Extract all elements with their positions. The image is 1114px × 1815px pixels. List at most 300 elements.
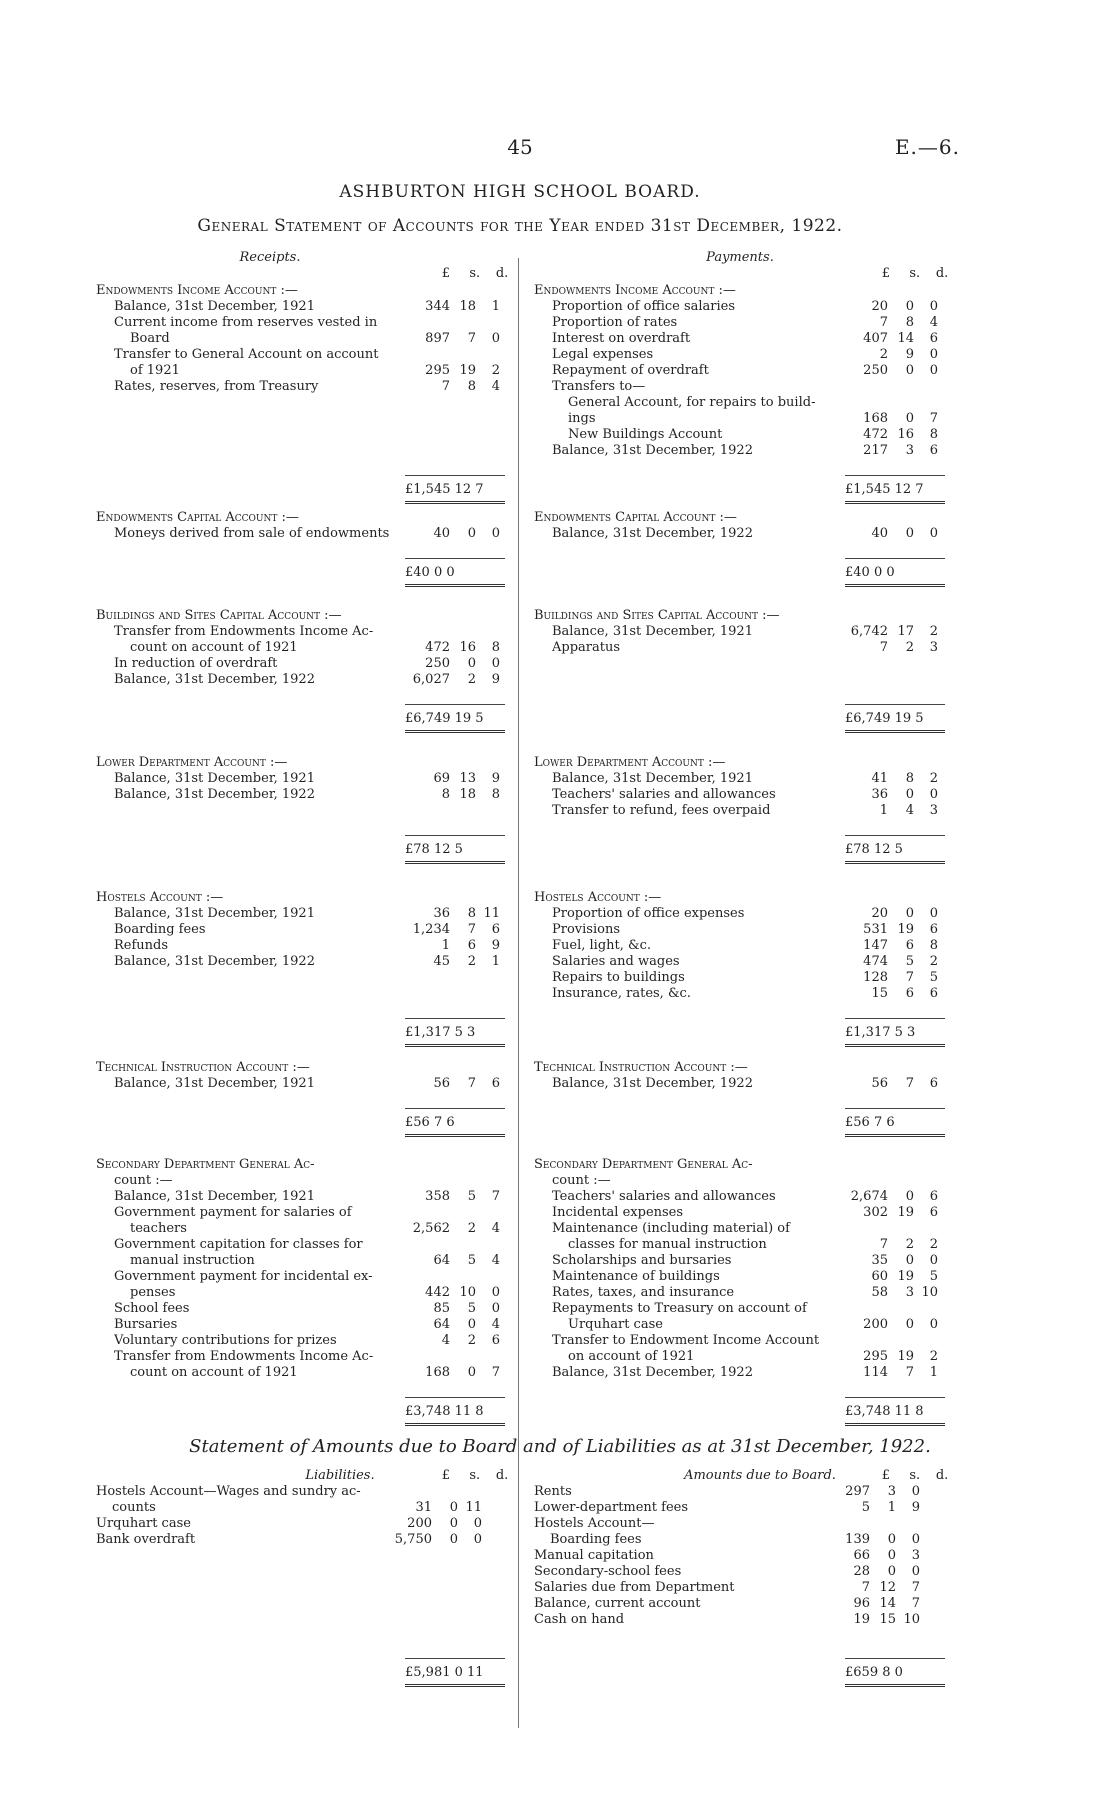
total-amount: £3,748 11 8 xyxy=(405,1404,484,1419)
receipts-heading xyxy=(130,250,410,266)
amount-shillings: 0 xyxy=(887,1532,896,1547)
row-label: Fuel, light, &c. xyxy=(552,938,651,953)
amount-pounds: 5 xyxy=(861,1500,870,1515)
total-double-rule xyxy=(405,1134,505,1137)
amount-pounds: 64 xyxy=(433,1253,450,1268)
ledger-row xyxy=(96,1173,516,1189)
row-amount xyxy=(396,1285,506,1301)
row-label: Manual capitation xyxy=(534,1548,654,1563)
ledger-row xyxy=(534,970,954,986)
ledger-row xyxy=(78,1516,498,1532)
row-label: Scholarships and bursaries xyxy=(552,1253,732,1268)
row-label: on account of 1921 xyxy=(568,1349,695,1364)
amount-pence: 6 xyxy=(929,443,938,458)
amount-pence: 8 xyxy=(491,640,500,655)
amount-shillings: 12 xyxy=(879,1580,896,1595)
amount-pounds: 2,562 xyxy=(412,1221,450,1236)
amount-pounds: 7 xyxy=(879,1237,888,1252)
row-amount xyxy=(834,922,944,938)
amount-pounds: 139 xyxy=(845,1532,870,1547)
total-double-rule xyxy=(845,501,945,504)
amount-pounds: 8 xyxy=(441,787,450,802)
amount-pence: 8 xyxy=(929,427,938,442)
amount-shillings: 0 xyxy=(449,1500,458,1515)
amount-shillings: 6 xyxy=(467,938,476,953)
statement-title: General Statement of Accounts for the Year ended 31st December, 1922. xyxy=(197,216,843,236)
amount-pounds: 897 xyxy=(425,331,450,346)
row-amount xyxy=(816,1484,926,1500)
amount-pounds: 114 xyxy=(863,1365,888,1380)
total-rule xyxy=(845,558,945,559)
row-label: ings xyxy=(568,411,596,426)
payments-account-title: Buildings and Sites Capital Account :— xyxy=(534,608,780,623)
amount-pence: 2 xyxy=(929,1349,938,1364)
ledger-row xyxy=(534,347,954,363)
amount-pounds: 7 xyxy=(441,379,450,394)
amount-pence: 7 xyxy=(911,1580,920,1595)
row-label: Refunds xyxy=(114,938,169,953)
ledger-row xyxy=(534,331,954,347)
total-amount: £78 12 5 xyxy=(845,842,903,857)
amount-shillings: 0 xyxy=(467,526,476,541)
amount-pounds: 7 xyxy=(879,315,888,330)
ledger-row xyxy=(534,427,954,443)
ledger-row xyxy=(96,1349,516,1365)
amount-shillings: 5 xyxy=(467,1301,476,1316)
row-amount xyxy=(816,1596,926,1612)
ledger-row xyxy=(534,1333,954,1349)
ledger-row xyxy=(96,1301,516,1317)
row-amount xyxy=(834,803,944,819)
amount-shillings: 0 xyxy=(905,1253,914,1268)
row-amount xyxy=(396,1317,506,1333)
row-label: Boarding fees xyxy=(550,1532,642,1547)
row-label: Rents xyxy=(534,1484,572,1499)
amount-pounds: 472 xyxy=(425,640,450,655)
amount-pence: 7 xyxy=(491,1365,500,1380)
amount-pence: 1 xyxy=(491,954,500,969)
page-number: 45 xyxy=(507,135,533,159)
amount-pounds: 56 xyxy=(433,1076,450,1091)
account-total xyxy=(845,841,903,859)
row-amount xyxy=(396,331,506,347)
receipts-account-title: Buildings and Sites Capital Account :— xyxy=(96,608,342,623)
amount-pence: 3 xyxy=(929,803,938,818)
board-title: ASHBURTON HIGH SCHOOL BOARD. xyxy=(339,182,701,202)
row-amount xyxy=(834,299,944,315)
row-amount xyxy=(396,640,506,656)
row-label: classes for manual instruction xyxy=(568,1237,767,1252)
amount-shillings: 7 xyxy=(905,1076,914,1091)
amounts-due-label: Amounts due to Board. xyxy=(684,1468,836,1483)
row-amount xyxy=(396,1269,506,1285)
row-label: General Account, for repairs to build- xyxy=(568,395,816,410)
pound-heading: £ xyxy=(441,266,450,281)
ledger-row xyxy=(534,906,954,922)
row-amount xyxy=(834,1189,944,1205)
ledger-row xyxy=(534,411,954,427)
total-amount: £6,749 19 5 xyxy=(845,711,924,726)
payments-account-title: Technical Instruction Account :— xyxy=(534,1060,748,1075)
ledger-row xyxy=(534,1269,954,1285)
amount-shillings: 19 xyxy=(459,363,476,378)
total-double-rule xyxy=(845,730,945,733)
total-double-rule xyxy=(405,730,505,733)
row-label: Balance, 31st December, 1921 xyxy=(114,1189,315,1204)
row-amount xyxy=(816,1516,926,1532)
ledger-row xyxy=(534,526,954,542)
ledger-row xyxy=(534,395,954,411)
total-double-rule xyxy=(845,1134,945,1137)
receipts-lsd-heading xyxy=(396,266,508,281)
ledger-row xyxy=(534,1205,954,1221)
amount-shillings: 0 xyxy=(449,1516,458,1531)
ledger-row xyxy=(96,1076,516,1092)
ledger-row xyxy=(96,1317,516,1333)
row-label: Urquhart case xyxy=(96,1516,191,1531)
ledger-row xyxy=(534,640,954,656)
ledger-row xyxy=(516,1532,936,1548)
row-amount xyxy=(816,1564,926,1580)
amount-pounds: 40 xyxy=(433,526,450,541)
amount-pounds: 1 xyxy=(441,938,450,953)
row-amount xyxy=(396,1365,506,1381)
row-amount xyxy=(396,315,506,331)
row-label: Teachers' salaries and allowances xyxy=(552,787,776,802)
amount-pounds: 147 xyxy=(863,938,888,953)
amount-pence: 6 xyxy=(929,986,938,1001)
amount-shillings: 3 xyxy=(887,1484,896,1499)
amount-pounds: 56 xyxy=(871,1076,888,1091)
row-amount xyxy=(816,1612,926,1628)
amount-pounds: 442 xyxy=(425,1285,450,1300)
account-total xyxy=(405,564,455,582)
account-total xyxy=(845,1664,903,1682)
row-amount xyxy=(834,1237,944,1253)
row-amount xyxy=(834,379,944,395)
pence-heading: d. xyxy=(495,1468,509,1483)
amount-pounds: 168 xyxy=(425,1365,450,1380)
total-double-rule xyxy=(405,584,505,587)
amount-pence: 0 xyxy=(929,347,938,362)
amount-pounds: 15 xyxy=(871,986,888,1001)
row-label: Balance, 31st December, 1921 xyxy=(552,771,753,786)
amount-pounds: 58 xyxy=(871,1285,888,1300)
amount-shillings: 2 xyxy=(905,1237,914,1252)
amount-shillings: 0 xyxy=(905,906,914,921)
amount-shillings: 3 xyxy=(905,1285,914,1300)
amount-shillings: 0 xyxy=(467,656,476,671)
row-amount xyxy=(834,1349,944,1365)
total-rule xyxy=(845,704,945,705)
payments-account-title: Endowments Capital Account :— xyxy=(534,510,737,525)
account-total xyxy=(405,1403,484,1421)
amount-pence: 4 xyxy=(491,1253,500,1268)
row-amount xyxy=(834,347,944,363)
ledger-row xyxy=(534,1301,954,1317)
pence-heading: d. xyxy=(495,266,509,281)
amount-pence: 3 xyxy=(911,1548,920,1563)
amount-pounds: 474 xyxy=(863,954,888,969)
total-double-rule xyxy=(405,1684,505,1687)
amount-pounds: 302 xyxy=(863,1205,888,1220)
amount-pounds: 128 xyxy=(863,970,888,985)
amount-pence: 0 xyxy=(929,1317,938,1332)
ledger-row xyxy=(96,771,516,787)
row-label: Proportion of office expenses xyxy=(552,906,745,921)
ledger-row xyxy=(534,363,954,379)
account-total xyxy=(405,841,463,859)
total-amount: £1,545 12 7 xyxy=(845,482,924,497)
pound-heading: £ xyxy=(881,266,890,281)
ledger-row xyxy=(96,299,516,315)
row-label: Insurance, rates, &c. xyxy=(552,986,691,1001)
amount-pence: 11 xyxy=(465,1500,482,1515)
amount-pounds: 85 xyxy=(433,1301,450,1316)
row-amount xyxy=(834,1205,944,1221)
amount-pounds: 64 xyxy=(433,1317,450,1332)
ledger-row xyxy=(96,938,516,954)
ledger-row xyxy=(516,1516,936,1532)
ledger-row xyxy=(534,1317,954,1333)
row-label: Bank overdraft xyxy=(96,1532,196,1547)
ledger-row xyxy=(534,922,954,938)
ledger-row xyxy=(534,1076,954,1092)
row-label: Government capitation for classes for xyxy=(114,1237,363,1252)
amount-pounds: 7 xyxy=(861,1580,870,1595)
ledger-row xyxy=(96,363,516,379)
amount-pounds: 6,742 xyxy=(850,624,888,639)
pound-heading: £ xyxy=(881,1468,890,1483)
amount-pounds: 69 xyxy=(433,771,450,786)
amount-pounds: 1,234 xyxy=(412,922,450,937)
amount-pounds: 295 xyxy=(425,363,450,378)
amount-shillings: 0 xyxy=(905,1317,914,1332)
account-total xyxy=(405,1024,475,1042)
total-amount: £1,317 5 3 xyxy=(405,1025,476,1040)
row-amount xyxy=(834,1173,944,1189)
row-amount xyxy=(834,624,944,640)
amount-shillings: 7 xyxy=(467,331,476,346)
row-label: Repayments to Treasury on account of xyxy=(552,1301,807,1316)
amount-shillings: 6 xyxy=(905,938,914,953)
amount-pence: 9 xyxy=(491,938,500,953)
amount-pence: 0 xyxy=(473,1516,482,1531)
ledger-row xyxy=(96,315,516,331)
total-double-rule xyxy=(405,1044,505,1047)
total-amount: £56 7 6 xyxy=(405,1115,455,1130)
ledger-row xyxy=(96,672,516,688)
ledger-row xyxy=(96,906,516,922)
amount-pounds: 19 xyxy=(853,1612,870,1627)
amount-shillings: 7 xyxy=(467,1076,476,1091)
row-amount xyxy=(834,1317,944,1333)
ledger-row xyxy=(96,379,516,395)
amount-pence: 6 xyxy=(491,1333,500,1348)
row-amount xyxy=(834,954,944,970)
row-amount xyxy=(834,640,944,656)
total-rule xyxy=(845,1108,945,1109)
amount-pence: 2 xyxy=(929,624,938,639)
amount-pence: 0 xyxy=(911,1484,920,1499)
amount-pounds: 5,750 xyxy=(394,1532,432,1547)
amount-pounds: 60 xyxy=(871,1269,888,1284)
ledger-row xyxy=(516,1484,936,1500)
amount-shillings: 16 xyxy=(897,427,914,442)
row-amount xyxy=(834,1221,944,1237)
amount-pounds: 531 xyxy=(863,922,888,937)
amount-pence: 6 xyxy=(491,1076,500,1091)
account-total xyxy=(845,710,924,728)
receipts-account-title: Hostels Account :— xyxy=(96,890,224,905)
total-double-rule xyxy=(405,501,505,504)
amount-pence: 4 xyxy=(929,315,938,330)
row-amount xyxy=(834,986,944,1002)
total-rule xyxy=(405,1397,505,1398)
amount-shillings: 0 xyxy=(905,299,914,314)
amount-pence: 0 xyxy=(491,656,500,671)
amount-shillings: 10 xyxy=(459,1285,476,1300)
total-rule xyxy=(405,835,505,836)
row-amount xyxy=(816,1500,926,1516)
amount-pence: 6 xyxy=(929,1205,938,1220)
row-label: Transfers to— xyxy=(552,379,646,394)
ledger-row xyxy=(534,379,954,395)
row-amount xyxy=(834,1301,944,1317)
total-rule xyxy=(405,704,505,705)
row-label: Government payment for incidental ex- xyxy=(114,1269,373,1284)
row-amount xyxy=(834,526,944,542)
row-label: Current income from reserves vested in xyxy=(114,315,378,330)
amount-pounds: 7 xyxy=(879,640,888,655)
total-amount: £56 7 6 xyxy=(845,1115,895,1130)
amount-shillings: 19 xyxy=(897,1349,914,1364)
row-amount xyxy=(396,1173,506,1189)
row-amount xyxy=(834,970,944,986)
row-amount xyxy=(396,379,506,395)
amount-pence: 0 xyxy=(929,1253,938,1268)
amount-pence: 4 xyxy=(491,1221,500,1236)
ledger-row xyxy=(96,1365,516,1381)
amount-pence: 6 xyxy=(929,1076,938,1091)
amount-pence: 0 xyxy=(491,331,500,346)
row-amount xyxy=(834,1285,944,1301)
row-amount xyxy=(378,1484,488,1500)
payments-account-title: Lower Department Account :— xyxy=(534,755,726,770)
row-amount xyxy=(834,363,944,379)
row-label: Teachers' salaries and allowances xyxy=(552,1189,776,1204)
amount-shillings: 3 xyxy=(905,443,914,458)
amount-pounds: 250 xyxy=(863,363,888,378)
total-double-rule xyxy=(845,1044,945,1047)
ledger-row xyxy=(78,1500,498,1516)
row-amount xyxy=(834,1365,944,1381)
receipts-label: Receipts. xyxy=(239,250,301,265)
row-amount xyxy=(396,1237,506,1253)
row-amount xyxy=(396,1301,506,1317)
amount-shillings: 0 xyxy=(887,1564,896,1579)
row-amount xyxy=(396,906,506,922)
row-amount xyxy=(834,427,944,443)
ledger-row xyxy=(534,986,954,1002)
payments-account-title: Hostels Account :— xyxy=(534,890,662,905)
row-label: Salaries due from Department xyxy=(534,1580,735,1595)
row-label: Balance, 31st December, 1922 xyxy=(114,954,315,969)
total-rule xyxy=(405,558,505,559)
amount-pence: 5 xyxy=(929,1269,938,1284)
amount-pounds: 36 xyxy=(433,906,450,921)
ledger-row xyxy=(96,787,516,803)
amount-shillings: 13 xyxy=(459,771,476,786)
amount-pence: 9 xyxy=(911,1500,920,1515)
amount-shillings: 5 xyxy=(905,954,914,969)
row-label: Balance, 31st December, 1921 xyxy=(114,771,315,786)
amount-shillings: 8 xyxy=(905,315,914,330)
amount-shillings: 8 xyxy=(467,379,476,394)
row-amount xyxy=(834,1333,944,1349)
row-amount xyxy=(396,1221,506,1237)
row-amount xyxy=(396,938,506,954)
amount-shillings: 2 xyxy=(467,954,476,969)
amount-shillings: 5 xyxy=(467,1253,476,1268)
row-label: Transfer to refund, fees overpaid xyxy=(552,803,771,818)
amount-pounds: 36 xyxy=(871,787,888,802)
row-amount xyxy=(396,363,506,379)
row-amount xyxy=(834,1076,944,1092)
row-amount xyxy=(834,787,944,803)
amount-pence: 4 xyxy=(491,379,500,394)
total-rule xyxy=(845,1397,945,1398)
shilling-heading: s. xyxy=(909,1468,921,1483)
total-double-rule xyxy=(845,584,945,587)
account-total xyxy=(845,1114,895,1132)
row-label: Interest on overdraft xyxy=(552,331,691,346)
amount-pence: 0 xyxy=(491,1301,500,1316)
amount-pence: 8 xyxy=(929,938,938,953)
total-rule xyxy=(405,1108,505,1109)
ledger-row xyxy=(516,1564,936,1580)
row-label: Balance, 31st December, 1922 xyxy=(114,787,315,802)
document-reference: E.—6. xyxy=(894,135,960,159)
amount-shillings: 8 xyxy=(905,771,914,786)
total-amount: £78 12 5 xyxy=(405,842,463,857)
ledger-row xyxy=(534,787,954,803)
receipts-account-title: Endowments Income Account :— xyxy=(96,283,298,298)
row-label: count on account of 1921 xyxy=(130,1365,298,1380)
amount-shillings: 1 xyxy=(887,1500,896,1515)
amount-pounds: 20 xyxy=(871,299,888,314)
row-amount xyxy=(396,1253,506,1269)
ledger-row xyxy=(96,526,516,542)
amount-pounds: 200 xyxy=(863,1317,888,1332)
total-rule xyxy=(405,1018,505,1019)
amount-shillings: 14 xyxy=(879,1596,896,1611)
amount-pence: 10 xyxy=(921,1285,938,1300)
row-label: Boarding fees xyxy=(114,922,206,937)
row-label: Salaries and wages xyxy=(552,954,680,969)
amount-pence: 0 xyxy=(929,906,938,921)
payments-heading xyxy=(600,250,880,266)
amount-pounds: 28 xyxy=(853,1564,870,1579)
row-label: Rates, taxes, and insurance xyxy=(552,1285,735,1300)
ledger-row xyxy=(78,1484,498,1500)
amount-shillings: 9 xyxy=(905,347,914,362)
amount-pounds: 41 xyxy=(871,771,888,786)
ledger-row xyxy=(534,443,954,459)
amount-shillings: 18 xyxy=(459,299,476,314)
payments-lsd-heading xyxy=(836,266,948,281)
row-amount xyxy=(834,331,944,347)
